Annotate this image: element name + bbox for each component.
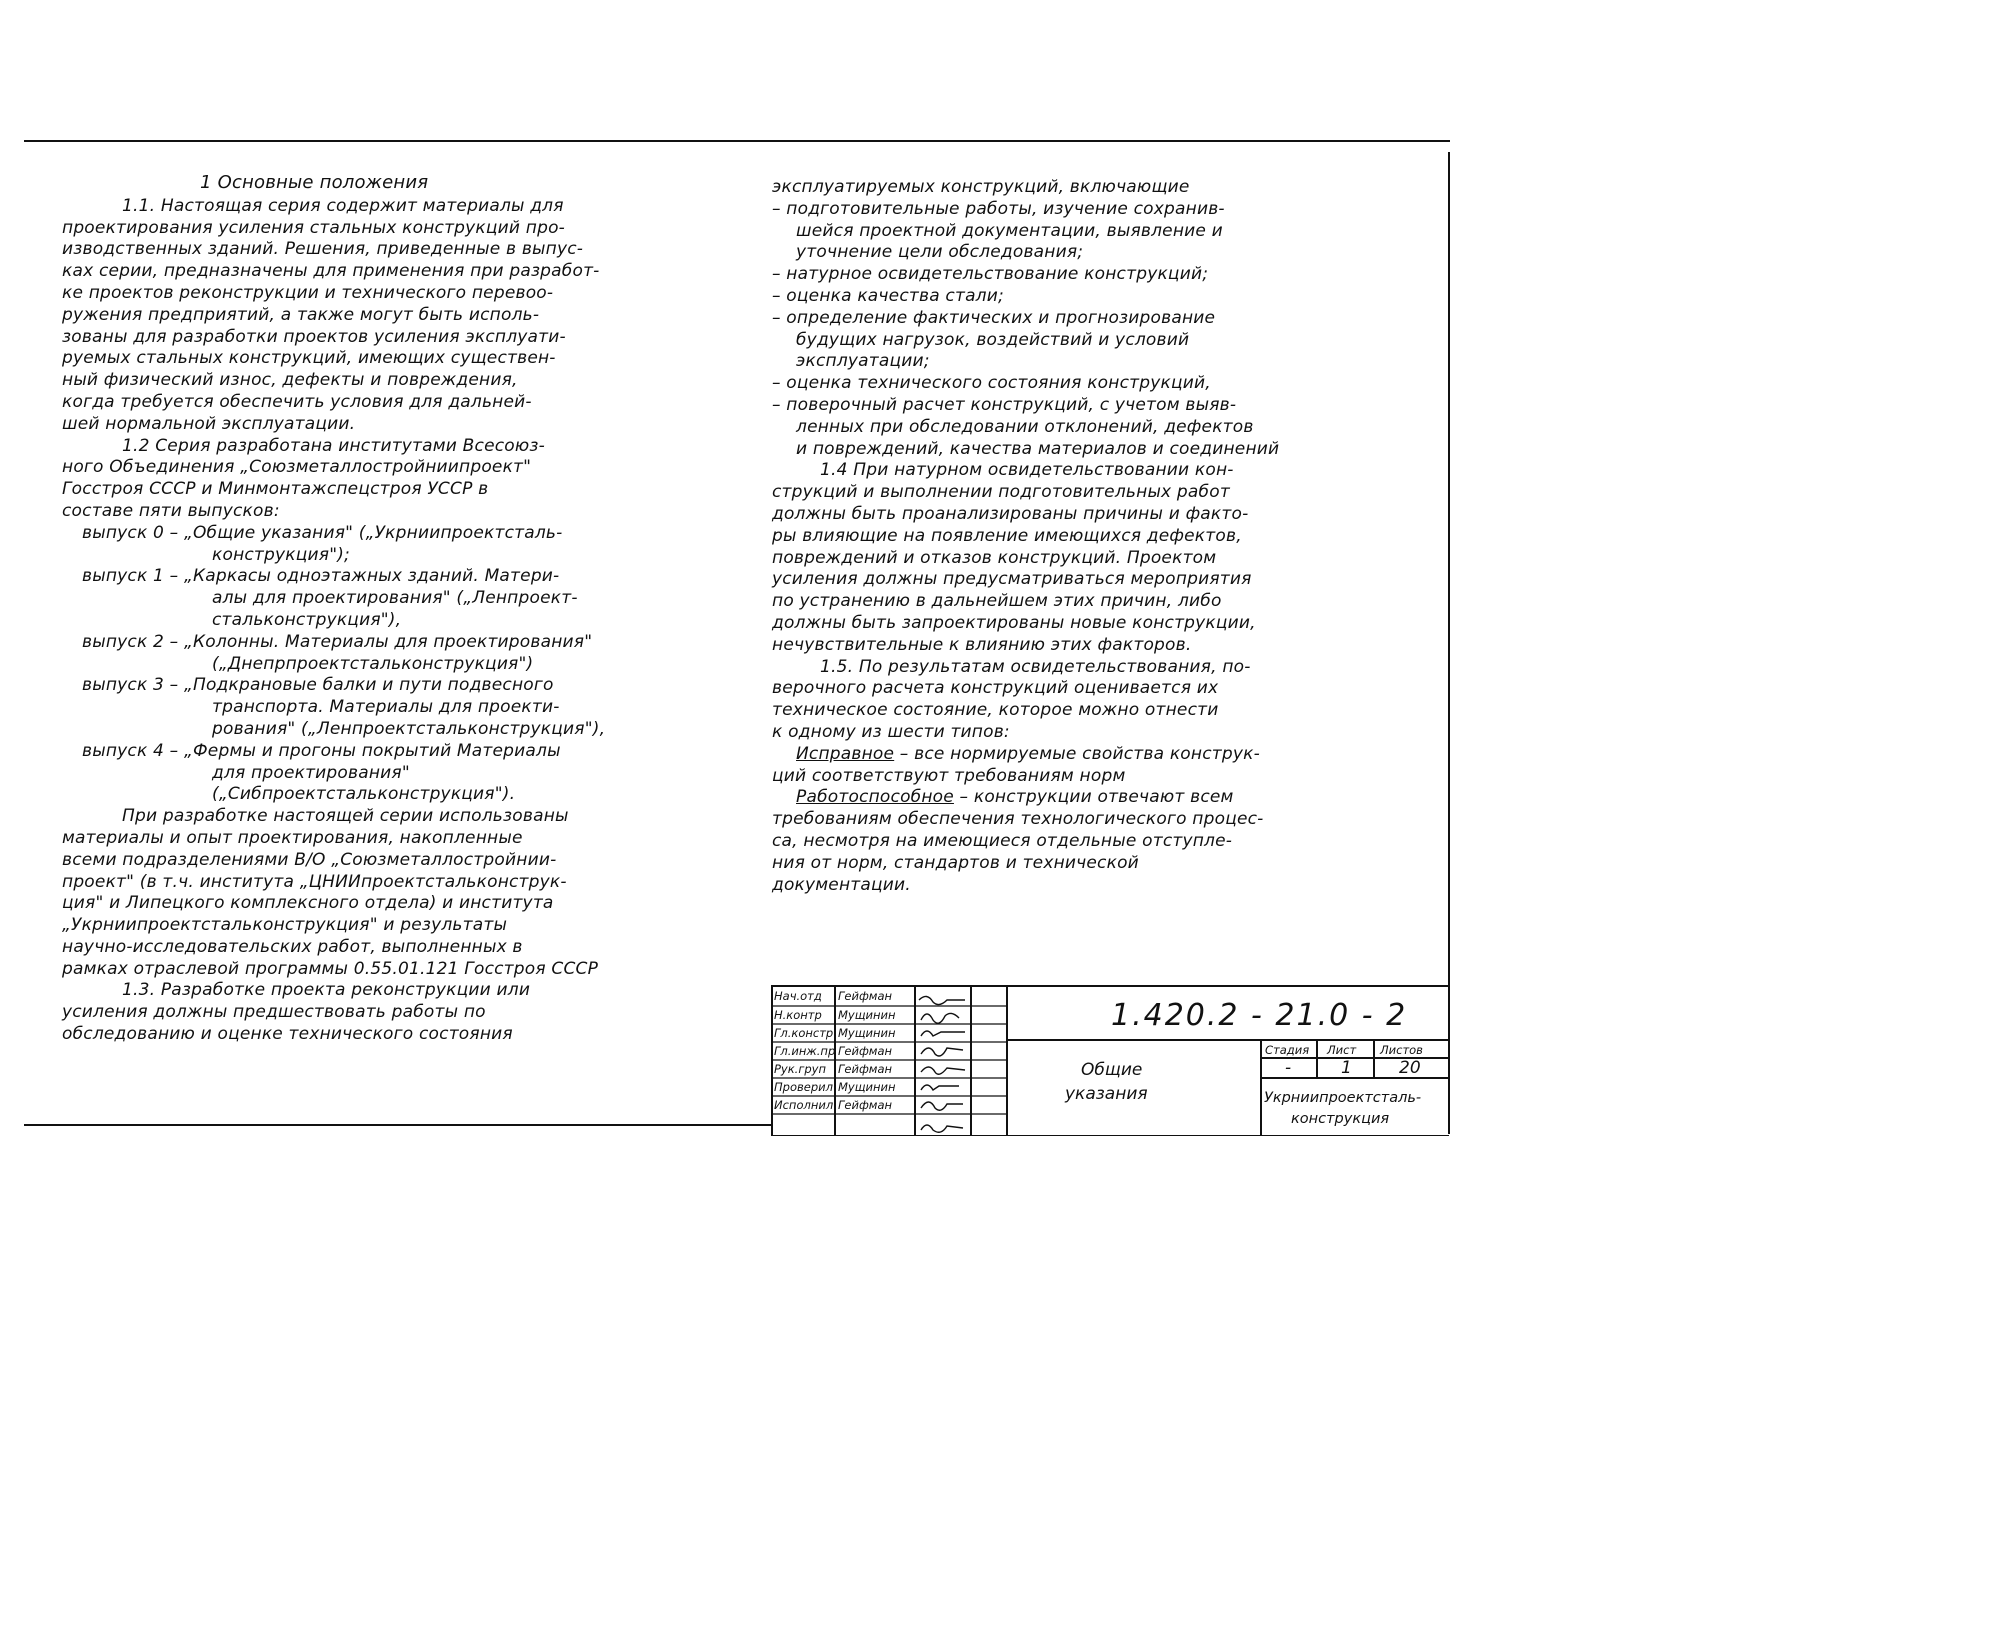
text-line: изводственных зданий. Решения, приведенные в выпус-: [62, 239, 584, 260]
text-line: ния от норм, стандартов и технической: [772, 852, 1139, 873]
text-line: для проектирования": [212, 762, 410, 783]
text-line: ке проектов реконструкции и технического перевоо-: [62, 282, 554, 303]
text-line: – поверочный расчет конструкций, с учетом выяв-: [772, 394, 1237, 415]
stamp-name: Мущинин: [838, 1026, 896, 1040]
stamp-name: Гейфман: [838, 1062, 893, 1076]
text-line: к одному из шести типов:: [772, 721, 1010, 742]
definition-term: Исправное: [796, 743, 895, 764]
text-line: и повреждений, качества материалов и соединений: [796, 438, 1280, 459]
text-line: ного Объединения „Союзметаллостройниипроект": [62, 457, 532, 478]
definition-line: [772, 787, 1412, 809]
text-line: – подготовительные работы, изучение сохранив-: [772, 198, 1225, 219]
text-line: составе пяти выпусков:: [62, 500, 280, 521]
text-line: материалы и опыт проектирования, накопленные: [62, 827, 523, 848]
text-line: ры влияющие на появление имеющихся дефектов,: [772, 525, 1242, 546]
text-line: эксплуатации;: [796, 351, 930, 372]
stamp-name: Гейфман: [838, 989, 893, 1003]
text-line: нечувствительные к влиянию этих факторов.: [772, 634, 1192, 655]
sheet-title-line: Общие: [1081, 1060, 1143, 1080]
stamp-name: Мущинин: [838, 1008, 896, 1022]
stamp-name: Мущинин: [838, 1080, 896, 1094]
sheet-value: 1: [1341, 1058, 1352, 1078]
definition-line: [772, 744, 1412, 766]
stamp-role: Н.контр: [774, 1008, 822, 1022]
frame-top-line: [24, 140, 1450, 142]
stamp-role: Рук.груп: [774, 1062, 827, 1076]
text-line: алы для проектирования" („Ленпроект-: [212, 588, 578, 609]
text-line: когда требуется обеспечить условия для дальней-: [62, 391, 532, 412]
stamp-role: Гл.инж.пр: [774, 1044, 836, 1058]
text-line: зованы для разработки проектов усиления эксплуати-: [62, 326, 566, 347]
section-title: 1 Основные положения: [200, 172, 429, 193]
text-line: всеми подразделениями В/О „Союзметаллостройнии-: [62, 849, 557, 870]
text-line: струкций и выполнении подготовительных работ: [772, 482, 1230, 503]
text-line: транспорта. Материалы для проекти-: [212, 697, 560, 718]
organization-line: Укрниипроектсталь-: [1264, 1090, 1422, 1106]
text-line: са, несмотря на имеющиеся отдельные отступле-: [772, 830, 1233, 851]
text-line: должны быть запроектированы новые конструкции,: [772, 612, 1256, 633]
text-line: выпуск 0 – „Общие указания" („Укрниипроектсталь-: [82, 522, 563, 543]
text-line: верочного расчета конструкций оценивается их: [772, 678, 1219, 699]
stamp-role: Исполнил: [774, 1098, 834, 1112]
stamp-role: Гл.констр: [774, 1026, 834, 1040]
text-line: – оценка технического состояния конструкций,: [772, 373, 1211, 394]
text-line: ках серии, предназначены для применения при разработ-: [62, 261, 600, 282]
text-line: шейся проектной документации, выявление и: [796, 220, 1223, 241]
text-line: Госстроя СССР и Минмонтажспецстроя УССР в: [62, 479, 489, 500]
text-line: проект" (в т.ч. института „ЦНИИпроектстальконструк-: [62, 871, 567, 892]
signature-marks: [919, 996, 965, 1132]
stamp-role: Проверил: [774, 1080, 833, 1094]
document-code: 1.420.2 - 21.0 - 2: [1111, 998, 1408, 1033]
text-line: При разработке настоящей серии использованы: [122, 806, 569, 827]
text-line: проектирования усиления стальных конструкций про-: [62, 217, 565, 238]
text-line: рамках отраслевой программы 0.55.01.121 Госстроя СССР: [62, 958, 599, 979]
text-line: по устранению в дальнейшем этих причин, либо: [772, 591, 1222, 612]
text-line: требованиям обеспечения технологического процес-: [772, 809, 1264, 830]
text-line: 1.2 Серия разработана институтами Всесоюз-: [122, 435, 545, 456]
text-line: 1.5. По результатам освидетельствования, по-: [820, 656, 1251, 677]
text-line: научно-исследовательских работ, выполненных в: [62, 936, 523, 957]
text-line: обследованию и оценке технического состояния: [62, 1024, 513, 1045]
stage-header: Стадия: [1265, 1043, 1310, 1057]
definition-text: – все нормируемые свойства конструк-: [894, 743, 1260, 764]
text-line: рования" („Ленпроектстальконструкция"),: [212, 718, 606, 739]
text-line: уточнение цели обследования;: [796, 242, 1084, 263]
definition-text: – конструкции отвечают всем: [953, 787, 1234, 808]
text-line: шей нормальной эксплуатации.: [62, 413, 356, 434]
text-line: техническое состояние, которое можно отнести: [772, 700, 1219, 721]
stamp-role: Нач.отд: [774, 989, 822, 1003]
sheet-header: Лист: [1327, 1043, 1357, 1057]
text-line: 1.3. Разработке проекта реконструкции или: [122, 980, 531, 1001]
text-line: конструкция");: [212, 544, 350, 565]
text-line: – натурное освидетельствование конструкций;: [772, 264, 1209, 285]
text-line: 1.1. Настоящая серия содержит материалы для: [122, 195, 564, 216]
stage-value: -: [1285, 1058, 1292, 1078]
text-line: документации.: [772, 874, 911, 895]
text-line: ленных при обследовании отклонений, дефектов: [796, 416, 1254, 437]
text-line: („Сибпроектстальконструкция").: [212, 784, 516, 805]
right-text-column: [772, 177, 1412, 896]
sheets-value: 20: [1399, 1058, 1421, 1078]
organization-line: конструкция: [1291, 1111, 1390, 1127]
text-line: ция" и Липецкого комплексного отдела) и института: [62, 893, 554, 914]
sheets-header: Листов: [1380, 1043, 1423, 1057]
text-line: ный физический износ, дефекты и повреждения,: [62, 370, 518, 391]
frame-bottom-line: [24, 1124, 772, 1126]
text-line: 1.4 При натурном освидетельствовании кон-: [820, 460, 1234, 481]
text-line: выпуск 1 – „Каркасы одноэтажных зданий. Матери-: [82, 566, 560, 587]
text-line: повреждений и отказов конструкций. Проектом: [772, 547, 1217, 568]
text-line: эксплуатируемых конструкций, включающие: [772, 177, 1190, 197]
text-line: „Укрниипроектстальконструкция" и результаты: [62, 915, 508, 936]
title-block: [771, 984, 1449, 1136]
text-line: – определение фактических и прогнозирование: [772, 307, 1216, 328]
definition-term: Работоспособное: [796, 787, 954, 808]
text-line: усиления должны предусматриваться мероприятия: [772, 569, 1252, 590]
text-line: стальконструкция"),: [212, 609, 402, 630]
text-line: усиления должны предшествовать работы по: [62, 1002, 486, 1023]
text-line: („Днепрпроектстальконструкция"): [212, 653, 534, 674]
left-text-column: [62, 172, 687, 1046]
stamp-name: Гейфман: [838, 1044, 893, 1058]
text-line: руемых стальных конструкций, имеющих существен-: [62, 348, 556, 369]
text-line: – оценка качества стали;: [772, 285, 1004, 306]
text-line: будущих нагрузок, воздействий и условий: [796, 329, 1190, 350]
text-line: выпуск 2 – „Колонны. Материалы для проектирования": [82, 631, 593, 652]
sheet-title-line: указания: [1065, 1084, 1148, 1104]
text-line: должны быть проанализированы причины и факто-: [772, 503, 1249, 524]
text-line: выпуск 4 – „Фермы и прогоны покрытий Материалы: [82, 740, 561, 761]
text-line: выпуск 3 – „Подкрановые балки и пути подвесного: [82, 675, 554, 696]
text-line: ружения предприятий, а также могут быть исполь-: [62, 304, 540, 325]
stamp-name: Гейфман: [838, 1098, 893, 1112]
text-line: ций соответствуют требованиям норм: [772, 765, 1126, 786]
